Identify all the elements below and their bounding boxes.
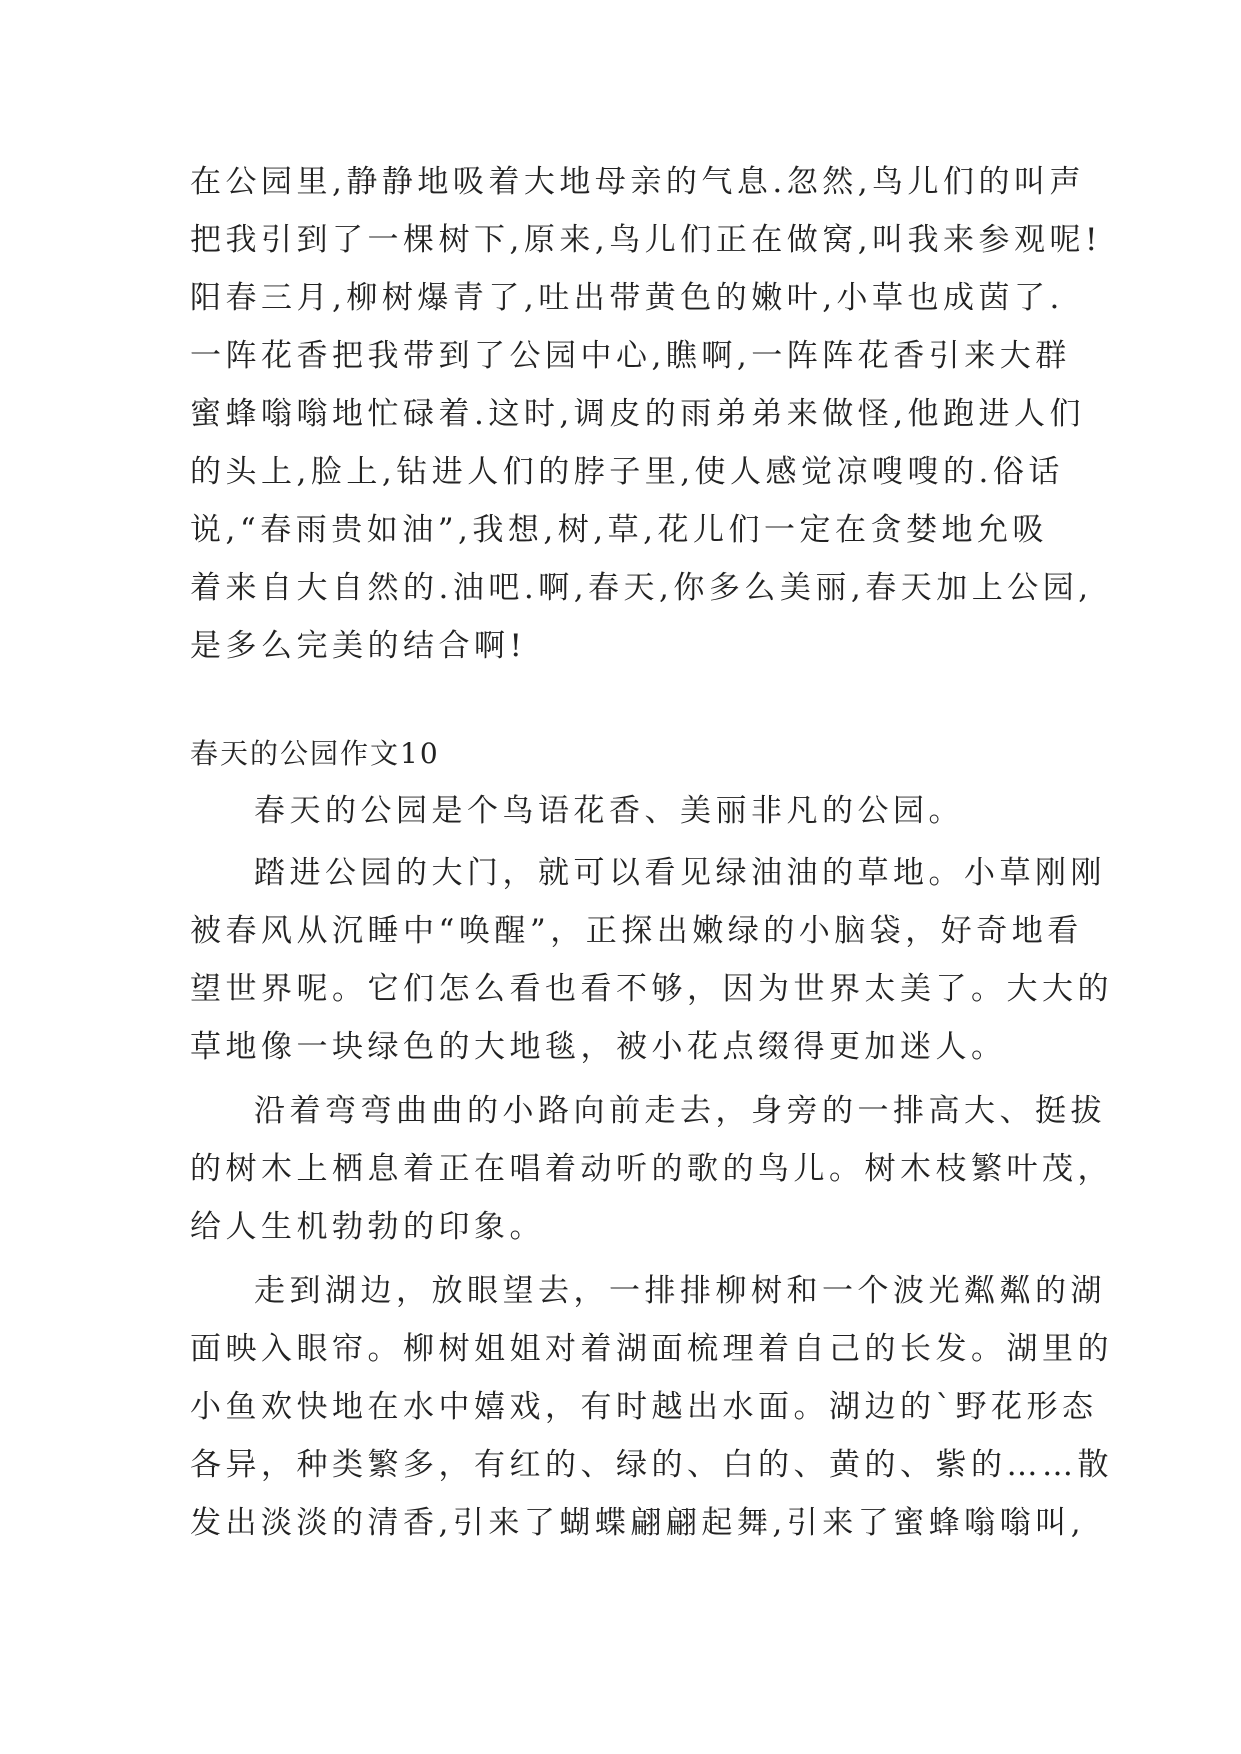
text-line: 说,“春雨贵如油”,我想,树,草,花儿们一定在贪婪地允吸	[190, 512, 1048, 548]
paragraph-line: 沿着弯弯曲曲的小路向前走去，身旁的一排高大、挺拔	[254, 1093, 1106, 1129]
paragraph-line: 面映入眼帘。柳树姐姐对着湖面梳理着自己的长发。湖里的	[190, 1331, 1113, 1367]
text-line: 把我引到了一棵树下,原来,鸟儿们正在做窝,叫我来参观呢!	[190, 222, 1103, 258]
paragraph-line: 走到湖边，放眼望去，一排排柳树和一个波光粼粼的湖	[254, 1273, 1106, 1309]
paragraph-line: 春天的公园是个鸟语花香、美丽非凡的公园。	[254, 793, 964, 829]
text-line: 一阵花香把我带到了公园中心,瞧啊,一阵阵花香引来大群	[190, 338, 1071, 374]
paragraph-line: 各异，种类繁多，有红的、绿的、白的、黄的、紫的……散	[190, 1447, 1113, 1483]
text-line: 阳春三月,柳树爆青了,吐出带黄色的嫩叶,小草也成茵了.	[190, 280, 1064, 316]
text-line: 的头上,脸上,钻进人们的脖子里,使人感觉凉嗖嗖的.俗话	[190, 454, 1064, 490]
text-line: 着来自大自然的.油吧.啊,春天,你多么美丽,春天加上公园,	[190, 570, 1093, 606]
paragraph-line: 给人生机勃勃的印象。	[190, 1209, 545, 1245]
paragraph-line: 的树木上栖息着正在唱着动听的歌的鸟儿。树木枝繁叶茂，	[190, 1151, 1113, 1187]
essay-title: 春天的公园作文10	[190, 737, 440, 770]
text-line: 是多么完美的结合啊!	[190, 628, 527, 664]
paragraph-line: 小鱼欢快地在水中嬉戏，有时越出水面。湖边的`野花形态	[190, 1389, 1098, 1425]
paragraph-line: 发出淡淡的清香,引来了蝴蝶翩翩起舞,引来了蜜蜂嗡嗡叫,	[190, 1505, 1086, 1541]
paragraph-line: 草地像一块绿色的大地毯，被小花点缀得更加迷人。	[190, 1029, 1007, 1065]
paragraph-line: 望世界呢。它们怎么看也看不够，因为世界太美了。大大的	[190, 971, 1113, 1007]
paragraph-line: 踏进公园的大门，就可以看见绿油油的草地。小草刚刚	[254, 855, 1106, 891]
text-line: 蜜蜂嗡嗡地忙碌着.这时,调皮的雨弟弟来做怪,他跑进人们	[190, 396, 1086, 432]
paragraph-line: 被春风从沉睡中“唤醒”，正探出嫩绿的小脑袋，好奇地看	[190, 913, 1083, 949]
text-line: 在公园里,静静地吸着大地母亲的气息.忽然,鸟儿们的叫声	[190, 164, 1086, 200]
